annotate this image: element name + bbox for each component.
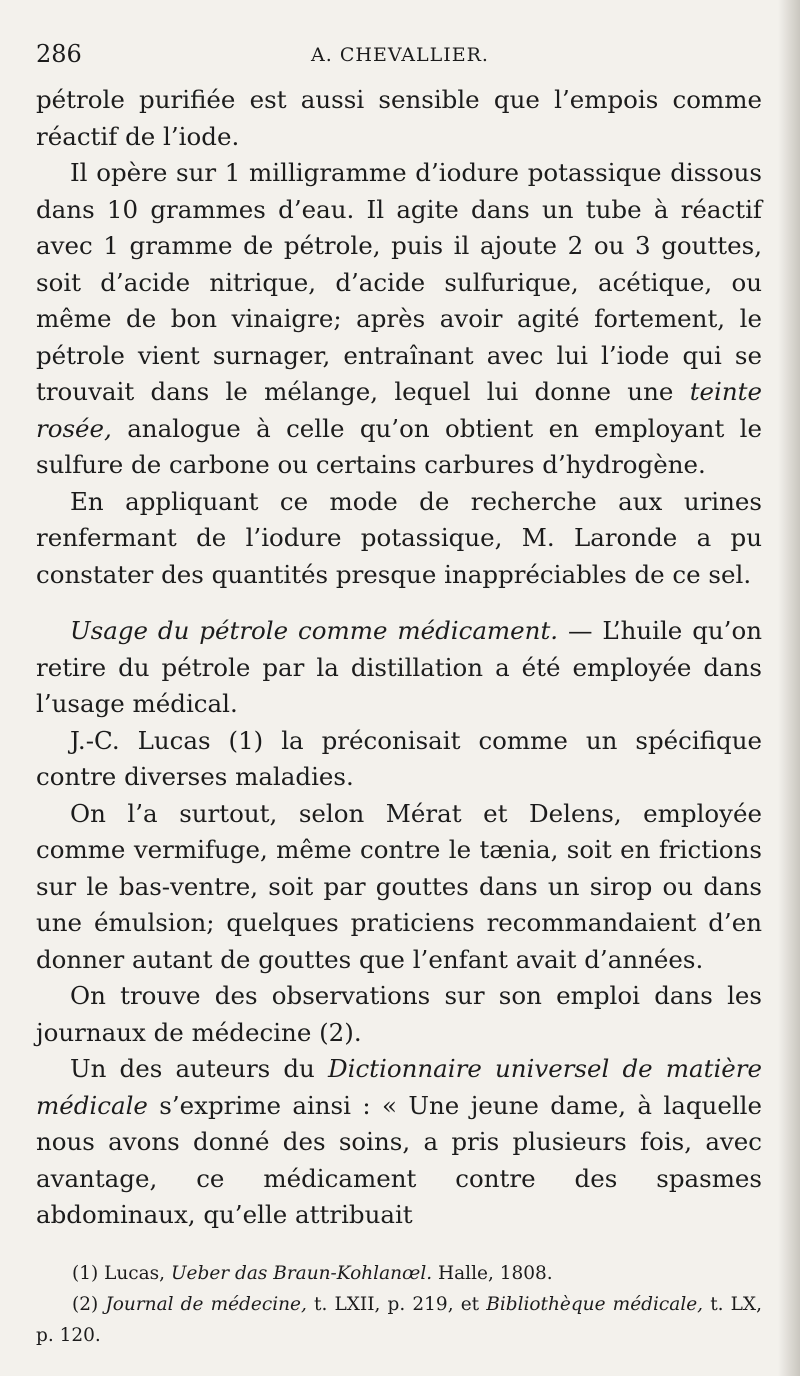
paragraph: Un des auteurs du Dictionnaire universel de matière médicale s’exprime ainsi : « Une jeune dame, à laquelle nous avons donné des soins, a pris plusieurs fois, avec avantage, ce médicament contre des spasmes abdominaux, qu’elle attribuait xyxy=(36,1054,762,1229)
paragraph: pétrole purifiée est aussi sensible que l’empois comme réactif de l’iode. xyxy=(36,85,762,151)
paragraph: J.-C. Lucas (1) la préconisait comme un spécifique contre diverses maladies. xyxy=(36,725,762,791)
section-paragraph: Usage du pétrole comme médicament. — L’huile qu’on retire du pétrole par la distillation a été employée dans l’usage médical. xyxy=(36,616,762,718)
paragraph: On l’a surtout, selon Mérat et Delens, employée comme vermifuge, même contre le tænia, soit en frictions sur le bas-ventre, soit par gouttes dans un sirop ou dans une émulsion; quelques praticiens recommandaient d’en donner autant de gouttes que l’enfant avait d’années. xyxy=(36,798,762,974)
footnote-2: (2) Journal de médecine, t. LXII, p. 219, et Bibliothèque médicale, t. LX, p. 120. xyxy=(36,1294,762,1346)
italic-title: Dictionnaire universel de matière médicale xyxy=(36,1054,762,1120)
paragraph: On trouve des observations sur son emploi dans les journaux de médecine (2). xyxy=(36,981,762,1047)
footnote-1: (1) Lucas, Ueber das Braun-Kohlanœl. Halle, 1808. xyxy=(72,1263,553,1284)
page-header xyxy=(36,40,764,76)
paragraph: En appliquant ce mode de recherche aux urines renfermant de l’iodure potassique, M. Laronde a pu constater des quantités presque inappréciables de ce sel. xyxy=(36,486,762,589)
body-text xyxy=(36,82,762,1234)
page-edge-shadow xyxy=(778,0,800,1376)
footnotes xyxy=(36,1258,762,1351)
page-number: 286 xyxy=(36,40,82,68)
paragraph: Il opère sur 1 milligramme d’iodure potassique dissous dans 10 grammes d’eau. Il agite dans un tube à réactif avec 1 gramme de pétrole, puis il ajoute 2 ou 3 gouttes, soit d’acide nitrique, d’acide sulfurique, acétique, ou même de bon vinaigre; après avoir agité fortement, le pétrole vient surnager, entraînant avec lui l’iode qui se trouvait dans le mélange, lequel lui donne une teinte rosée, analogue à celle qu’on obtient en employant le sulfure de carbone ou certains carbures d’hydrogène. xyxy=(36,158,762,479)
section-heading: Usage du pétrole comme médicament. xyxy=(70,616,559,645)
running-head: A. CHEVALLIER. xyxy=(311,44,489,66)
italic-phrase: teinte rosée, xyxy=(36,377,762,443)
